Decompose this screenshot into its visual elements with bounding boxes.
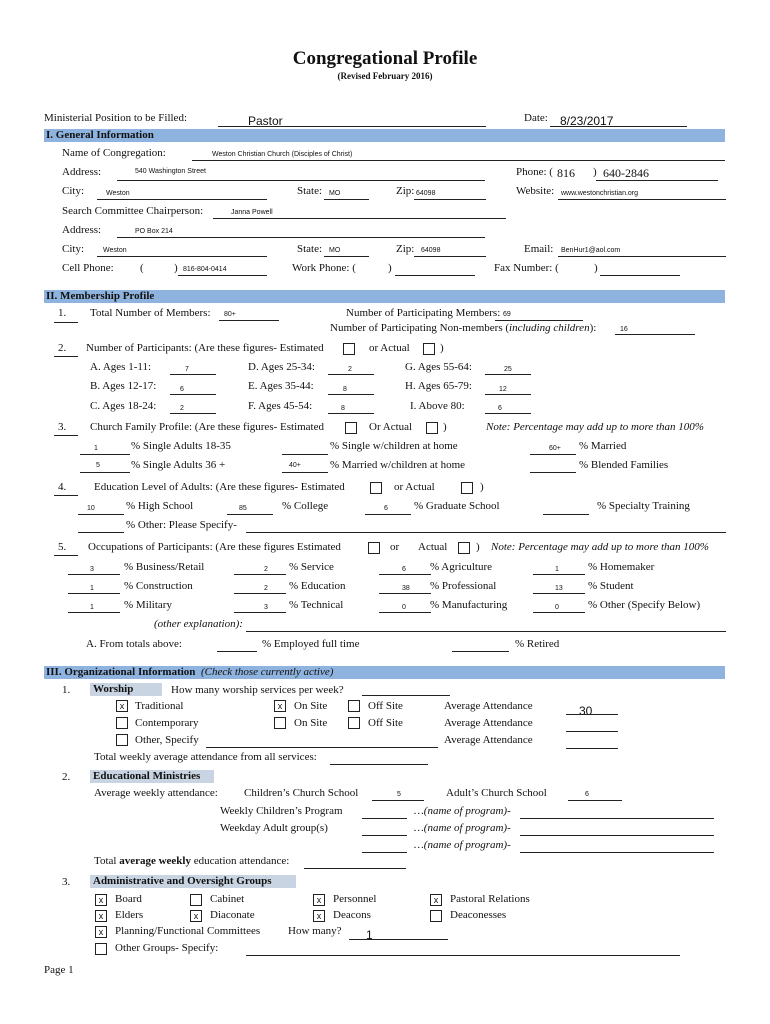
group-checkbox[interactable]: x [95,910,107,922]
graduate-line [365,514,411,515]
occupation-line [379,593,431,594]
state2-label: State: [297,243,323,255]
single-36-label: % Single Adults 36 + [131,459,226,471]
nonmembers-line [615,334,695,335]
zip-value[interactable]: 64098 [416,190,436,197]
occupation-label: % Other (Specify Below) [588,599,701,611]
other-worship-avg-line [566,748,618,749]
specialty-line [543,514,589,515]
single-18-35-value[interactable]: 1 [94,445,98,452]
occupation-label: % Construction [124,580,193,592]
occupation-value[interactable]: 38 [402,585,410,592]
participating-label: Number of Participating Members: [346,307,501,319]
group-label: Elders [115,909,144,921]
q3-note: Note: Percentage may add up to more than 100% [486,421,704,433]
occupation-label: % Manufacturing [430,599,508,611]
blended-line [530,472,576,473]
admin-title: Administrative and Oversight Groups [90,875,296,888]
members-label: Total Number of Members: [90,307,211,319]
age-d-line [328,374,374,375]
age-g-line [485,374,531,375]
planning-checkbox[interactable]: x [95,926,107,938]
age-b-value[interactable]: 6 [180,386,184,393]
contemporary-avg-line [566,731,618,732]
state2-line [324,256,369,257]
age-f-line [328,413,374,414]
other-worship-label: Other, Specify [135,734,199,746]
email-value[interactable]: BenHur1@aol.com [561,247,621,254]
work-close: ) [388,262,392,274]
extra-program-count-line [362,852,407,853]
group-checkbox[interactable]: x [313,894,325,906]
zip2-label: Zip: [396,243,415,255]
contemporary-avg-label: Average Attendance [444,717,533,729]
contemporary-onsite-label: On Site [294,717,328,729]
section-membership: II. Membership Profile [44,290,725,303]
q5-or: or [390,541,400,553]
city2-value[interactable]: Weston [103,247,127,254]
traditional-avg-value[interactable]: 30 [579,704,593,718]
contemporary-checkbox[interactable] [116,717,128,729]
age-b-line [170,394,216,395]
occupation-label: % Business/Retail [124,561,205,573]
zip-label: Zip: [396,185,415,197]
section-organizational: III. Organizational Information (Check those currently active) [44,666,725,679]
single-children-label: % Single w/children at home [330,440,458,452]
cell-value[interactable]: 816-804-0414 [183,266,227,273]
age-g-label: G. Ages 55-64: [405,361,472,373]
q5-actual-checkbox[interactable] [458,542,470,554]
occupation-line [533,612,585,613]
address-line [117,180,485,181]
phone-number[interactable]: 640-2846 [603,166,649,180]
cell-close: ) [174,262,178,274]
q3-label: Church Family Profile: (Are these figures- Estimated [90,421,324,433]
specialty-label: % Specialty Training [597,500,690,512]
occupation-label: % Professional [430,580,497,592]
q2-number-underline [54,356,78,357]
fax-label: Fax Number: ( [494,262,559,274]
age-b-label: B. Ages 12-17: [90,380,157,392]
section-general-info: I. General Information [44,129,725,142]
date-label: Date: [524,112,548,124]
education-number: 2. [62,771,71,783]
traditional-onsite-label: On Site [294,700,328,712]
high-school-line [78,514,124,515]
occupation-value[interactable]: 0 [402,604,406,611]
traditional-avg-label: Average Attendance [444,700,533,712]
children-program-count-line [362,818,407,819]
occupation-label: % Technical [289,599,344,611]
contemporary-onsite-checkbox[interactable] [274,717,286,729]
occupation-line [533,593,585,594]
website-line [558,199,726,200]
q3-number: 3. [58,421,67,433]
other-worship-checkbox[interactable] [116,734,128,746]
phone-label: Phone: ( [516,166,553,178]
married-value[interactable]: 60+ [549,445,561,452]
age-f-label: F. Ages 45-54: [248,400,313,412]
age-i-line [485,413,531,414]
married-children-line [282,472,328,473]
single-18-35-label: % Single Adults 18-35 [131,440,231,452]
q4-close: ) [480,481,484,493]
other-groups-checkbox[interactable] [95,943,107,955]
page-subtitle: (Revised February 2016) [337,71,433,81]
address2-label: Address: [62,224,102,236]
age-d-label: D. Ages 25-34: [248,361,315,373]
occupation-label: % Agriculture [430,561,493,573]
participating-line [495,320,583,321]
website-value[interactable]: www.westonchristian.org [561,190,639,197]
age-e-line [328,394,374,395]
education-title: Educational Ministries [90,770,214,783]
age-h-label: H. Ages 65-79: [405,380,472,392]
fax-line [600,275,680,276]
occupation-line [68,574,120,575]
adult-school-label: Adult’s Church School [446,787,547,799]
how-many-value[interactable]: 1 [366,928,373,942]
retired-label: % Retired [515,638,560,650]
q5-actual-label: Actual [418,541,448,553]
city-value[interactable]: Weston [106,190,130,197]
how-many-line [349,939,448,940]
group-checkbox[interactable]: x [313,910,325,922]
address-label: Address: [62,166,102,178]
q4-actual-checkbox[interactable] [461,482,473,494]
occupation-label: % Student [588,580,634,592]
email-label: Email: [524,243,554,255]
single-36-line [80,472,130,473]
other-explanation-line [246,631,726,632]
high-school-value[interactable]: 10 [87,505,95,512]
single-18-35-line [80,454,130,455]
group-label: Personnel [333,893,377,905]
q4-number: 4. [58,481,67,493]
worship-services-line [362,695,450,696]
q5-close: ) [476,541,480,553]
zip2-value[interactable]: 64098 [421,247,441,254]
age-c-line [170,413,216,414]
members-value[interactable]: 80+ [224,311,236,318]
phone-close: ) [593,166,597,178]
age-a-line [170,374,216,375]
q5-note: Note: Percentage may add up to more than 100% [491,541,709,553]
age-d-value[interactable]: 2 [348,366,352,373]
q1-number: 1. [58,307,67,319]
nonmembers-label: Number of Participating Non-members (including children): [330,322,597,334]
participating-value[interactable]: 69 [503,311,511,318]
occupation-value[interactable]: 1 [90,604,94,611]
traditional-avg-line [566,714,618,715]
worship-number: 1. [62,684,71,696]
occupation-label: % Education [289,580,346,592]
totals-label: A. From totals above: [86,638,182,650]
work-line [395,275,475,276]
chair-line [213,218,506,219]
state-value[interactable]: MO [329,190,341,197]
other-explanation-label: (other explanation): [154,618,243,630]
age-c-label: C. Ages 18-24: [90,400,157,412]
age-g-value[interactable]: 25 [504,366,512,373]
children-program-label: Weekly Children’s Program [220,805,343,817]
other-groups-line [246,955,680,956]
members-line [219,320,279,321]
married-line [530,454,576,455]
page-number: Page 1 [44,964,74,976]
q3-estimated-checkbox[interactable] [345,422,357,434]
employed-line [217,651,257,652]
adult-groups-count-line [362,835,407,836]
age-e-value[interactable]: 8 [343,386,347,393]
email-line [558,256,726,257]
age-i-value[interactable]: 6 [498,405,502,412]
q4-number-underline [54,495,78,496]
edu-other-value-line [78,532,124,533]
extra-program-name-label: …(name of program)- [414,839,511,851]
married-label: % Married [579,440,627,452]
graduate-label: % Graduate School [414,500,500,512]
phone-line [596,180,718,181]
other-groups-label: Other Groups- Specify: [115,942,219,954]
age-h-value[interactable]: 12 [499,386,507,393]
adult-groups-label: Weekday Adult group(s) [220,822,328,834]
group-checkbox[interactable] [190,894,202,906]
occupation-value[interactable]: 6 [402,566,406,573]
group-label: Pastoral Relations [450,893,530,905]
occupation-value[interactable]: 1 [555,566,559,573]
position-value[interactable]: Pastor [248,114,283,128]
chair-label: Search Committee Chairperson: [62,205,204,217]
occupation-label: % Military [124,599,172,611]
occupation-line [68,612,120,613]
age-i-label: I. Above 80: [410,400,465,412]
occupation-line [379,574,431,575]
q2-actual-label: or Actual [369,342,410,354]
other-worship-avg-label: Average Attendance [444,734,533,746]
congregation-value[interactable]: Weston Christian Church (Disciples of Christ) [212,151,353,158]
traditional-onsite-checkbox[interactable]: x [274,700,286,712]
city-label: City: [62,185,85,197]
q4-actual-label: or Actual [394,481,435,493]
q3-close: ) [443,421,447,433]
high-school-label: % High School [126,500,194,512]
occupation-label: % Service [289,561,334,573]
traditional-offsite-label: Off Site [368,700,403,712]
extra-program-name-line [520,852,714,853]
edu-avg-label: Average weekly attendance: [94,787,218,799]
contemporary-label: Contemporary [135,717,199,729]
how-many-label: How many? [288,925,342,937]
edu-total-label: Total average weekly education attendance: [94,855,290,867]
group-checkbox[interactable]: x [95,894,107,906]
age-a-value[interactable]: 7 [185,366,189,373]
cell-open: ( [140,262,144,274]
admin-number: 3. [62,876,71,888]
congregation-line [192,160,725,161]
occupation-line [379,612,431,613]
city2-label: City: [62,243,85,255]
children-program-name-line [520,818,714,819]
cell-line [178,275,267,276]
q5-number-underline [54,555,78,556]
occupation-value[interactable]: 1 [90,585,94,592]
college-line [227,514,273,515]
age-c-value[interactable]: 2 [180,405,184,412]
age-h-line [485,394,531,395]
adult-school-value[interactable]: 6 [585,791,589,798]
q4-label: Education Level of Adults: (Are these figures- Estimated [94,481,345,493]
address-value[interactable]: 540 Washington Street [135,168,206,175]
occupation-line [234,574,286,575]
page-title: Congregational Profile [292,48,478,69]
state2-value[interactable]: MO [329,247,341,254]
traditional-checkbox[interactable]: x [116,700,128,712]
other-worship-line [206,747,438,748]
occupation-value[interactable]: 3 [264,604,268,611]
retired-line [452,651,509,652]
q3-actual-label: Or Actual [369,421,413,433]
college-label: % College [282,500,329,512]
age-a-label: A. Ages 1-11: [90,361,152,373]
q5-label: Occupations of Participants: (Are these figures Estimated [88,541,341,553]
worship-total-line [330,764,428,765]
city2-line [97,256,267,257]
edu-other-line [246,532,726,533]
contemporary-offsite-label: Off Site [368,717,403,729]
edu-other-label: % Other: Please Specify- [126,519,237,531]
traditional-label: Traditional [135,700,184,712]
married-children-label: % Married w/children at home [330,459,466,471]
group-label: Deaconesses [450,909,507,921]
q2-close: ) [440,342,444,354]
phone-area[interactable]: 816 [557,166,575,180]
state-label: State: [297,185,323,197]
blended-label: % Blended Families [579,459,669,471]
college-value[interactable]: 85 [239,505,247,512]
position-line [218,126,486,127]
occupation-line [68,593,120,594]
occupation-label: % Homemaker [588,561,655,573]
group-label: Deacons [333,909,371,921]
position-label: Ministerial Position to be Filled: [44,112,187,124]
group-label: Diaconate [210,909,255,921]
age-e-label: E. Ages 35-44: [248,380,314,392]
q2-label: Number of Participants: (Are these figures- Estimated [86,342,324,354]
nonmembers-value[interactable]: 16 [620,326,628,333]
q2-number: 2. [58,342,67,354]
planning-label: Planning/Functional Committees [115,925,261,937]
age-f-value[interactable]: 8 [341,405,345,412]
q2-actual-checkbox[interactable] [423,343,435,355]
traditional-offsite-checkbox[interactable] [348,700,360,712]
employed-label: % Employed full time [262,638,360,650]
q4-estimated-checkbox[interactable] [370,482,382,494]
q3-actual-checkbox[interactable] [426,422,438,434]
city-line [97,199,267,200]
occupation-value[interactable]: 2 [264,585,268,592]
edu-total-line [304,868,406,869]
q5-estimated-checkbox[interactable] [368,542,380,554]
state-line [324,199,369,200]
children-school-value[interactable]: 5 [397,791,401,798]
date-value[interactable]: 8/23/2017 [560,114,614,128]
occupation-value[interactable]: 13 [555,585,563,592]
adult-groups-name-line [520,835,714,836]
chair-value[interactable]: Janna Powell [231,209,273,216]
single-36-value[interactable]: 5 [96,462,100,469]
zip-line [414,199,486,200]
occupation-line [533,574,585,575]
children-school-label: Children’s Church School [244,787,359,799]
contemporary-offsite-checkbox[interactable] [348,717,360,729]
zip2-line [414,256,486,257]
occupation-line [234,593,286,594]
group-checkbox[interactable]: x [430,894,442,906]
worship-total-label: Total weekly average attendance from all services: [94,751,317,763]
cell-label: Cell Phone: [62,262,114,274]
occupation-line [234,612,286,613]
website-label: Website: [516,185,555,197]
q5-number: 5. [58,541,67,553]
occupation-value[interactable]: 0 [555,604,559,611]
worship-title: Worship [90,683,162,696]
group-label: Cabinet [210,893,245,905]
children-program-name-label: …(name of program)- [414,805,511,817]
children-school-line [372,800,424,801]
congregation-label: Name of Congregation: [62,147,166,159]
occupation-value[interactable]: 3 [90,566,94,573]
date-line [550,126,687,127]
address2-value[interactable]: PO Box 214 [135,228,173,235]
graduate-value[interactable]: 6 [384,505,388,512]
q2-estimated-checkbox[interactable] [343,343,355,355]
work-label: Work Phone: ( [292,262,356,274]
adult-groups-name-label: …(name of program)- [414,822,511,834]
worship-question: How many worship services per week? [171,684,344,696]
fax-close: ) [594,262,598,274]
group-label: Board [115,893,142,905]
married-children-value[interactable]: 40+ [289,462,301,469]
address2-line [117,237,485,238]
adult-school-line [568,800,622,801]
single-children-line [282,454,328,455]
occupation-value[interactable]: 2 [264,566,268,573]
group-checkbox[interactable]: x [190,910,202,922]
q1-number-underline [54,322,78,323]
q3-number-underline [54,435,78,436]
group-checkbox[interactable] [430,910,442,922]
